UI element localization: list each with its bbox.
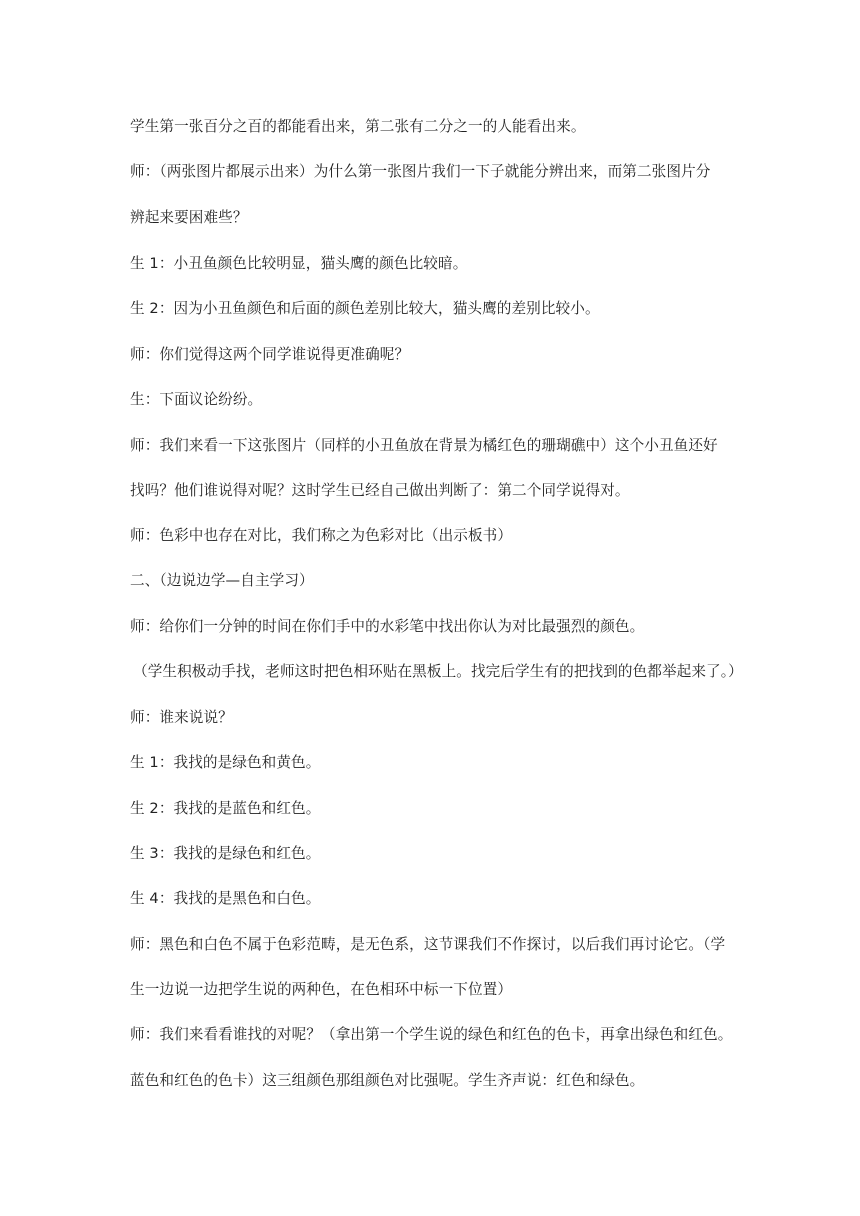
text-line-15: 生 1：我找的是绿色和黄色。 [130, 754, 321, 771]
text-line-10: 师：色彩中也存在对比，我们称之为色彩对比（出示板书） [130, 527, 513, 544]
text-line-21: 师：我们来看看谁找的对呢？（拿出第一个学生说的绿色和红色的色卡，再拿出绿色和红色。 [130, 1026, 733, 1043]
text-line-12: 师：给你们一分钟的时间在你们手中的水彩笔中找出你认为对比最强烈的颜色。 [130, 618, 645, 635]
text-line-13: （学生积极动手找，老师这时把色相环贴在黑板上。找完后学生有的把找到的色都举起来了。） [133, 663, 743, 680]
text-line-11: 二、（边说边学—自主学习） [130, 572, 314, 589]
text-line-20: 生一边说一边把学生说的两种色，在色相环中标一下位置） [130, 981, 513, 998]
text-line-9: 找吗？他们谁说得对呢？这时学生已经自己做出判断了：第二个同学说得对。 [130, 482, 630, 499]
text-line-1: 学生第一张百分之百的都能看出来，第二张有二分之一的人能看出来。 [130, 118, 586, 135]
text-line-4: 生 1：小丑鱼颜色比较明显，猫头鹰的颜色比较暗。 [130, 255, 468, 272]
text-line-18: 生 4：我找的是黑色和白色。 [130, 890, 321, 907]
text-line-8: 师：我们来看一下这张图片（同样的小丑鱼放在背景为橘红色的珊瑚礁中）这个小丑鱼还好 [130, 437, 718, 454]
text-line-3: 辨起来要困难些？ [130, 209, 248, 226]
text-line-14: 师：谁来说说？ [130, 709, 233, 726]
text-line-6: 师：你们觉得这两个同学谁说得更准确呢？ [130, 346, 410, 363]
text-line-16: 生 2：我找的是蓝色和红色。 [130, 800, 321, 817]
text-line-17: 生 3：我找的是绿色和红色。 [130, 845, 321, 862]
text-line-7: 生：下面议论纷纷。 [130, 391, 263, 408]
text-line-2: 师：（两张图片都展示出来）为什么第一张图片我们一下子就能分辨出来，而第二张图片分 [130, 163, 711, 180]
text-line-22: 蓝色和红色的色卡）这三组颜色那组颜色对比强呢。学生齐声说：红色和绿色。 [130, 1072, 645, 1089]
text-line-19: 师：黑色和白色不属于色彩范畴，是无色系，这节课我们不作探讨，以后我们再讨论它。（学 [130, 936, 726, 953]
text-line-5: 生 2：因为小丑鱼颜色和后面的颜色差别比较大，猫头鹰的差别比较小。 [130, 300, 600, 317]
